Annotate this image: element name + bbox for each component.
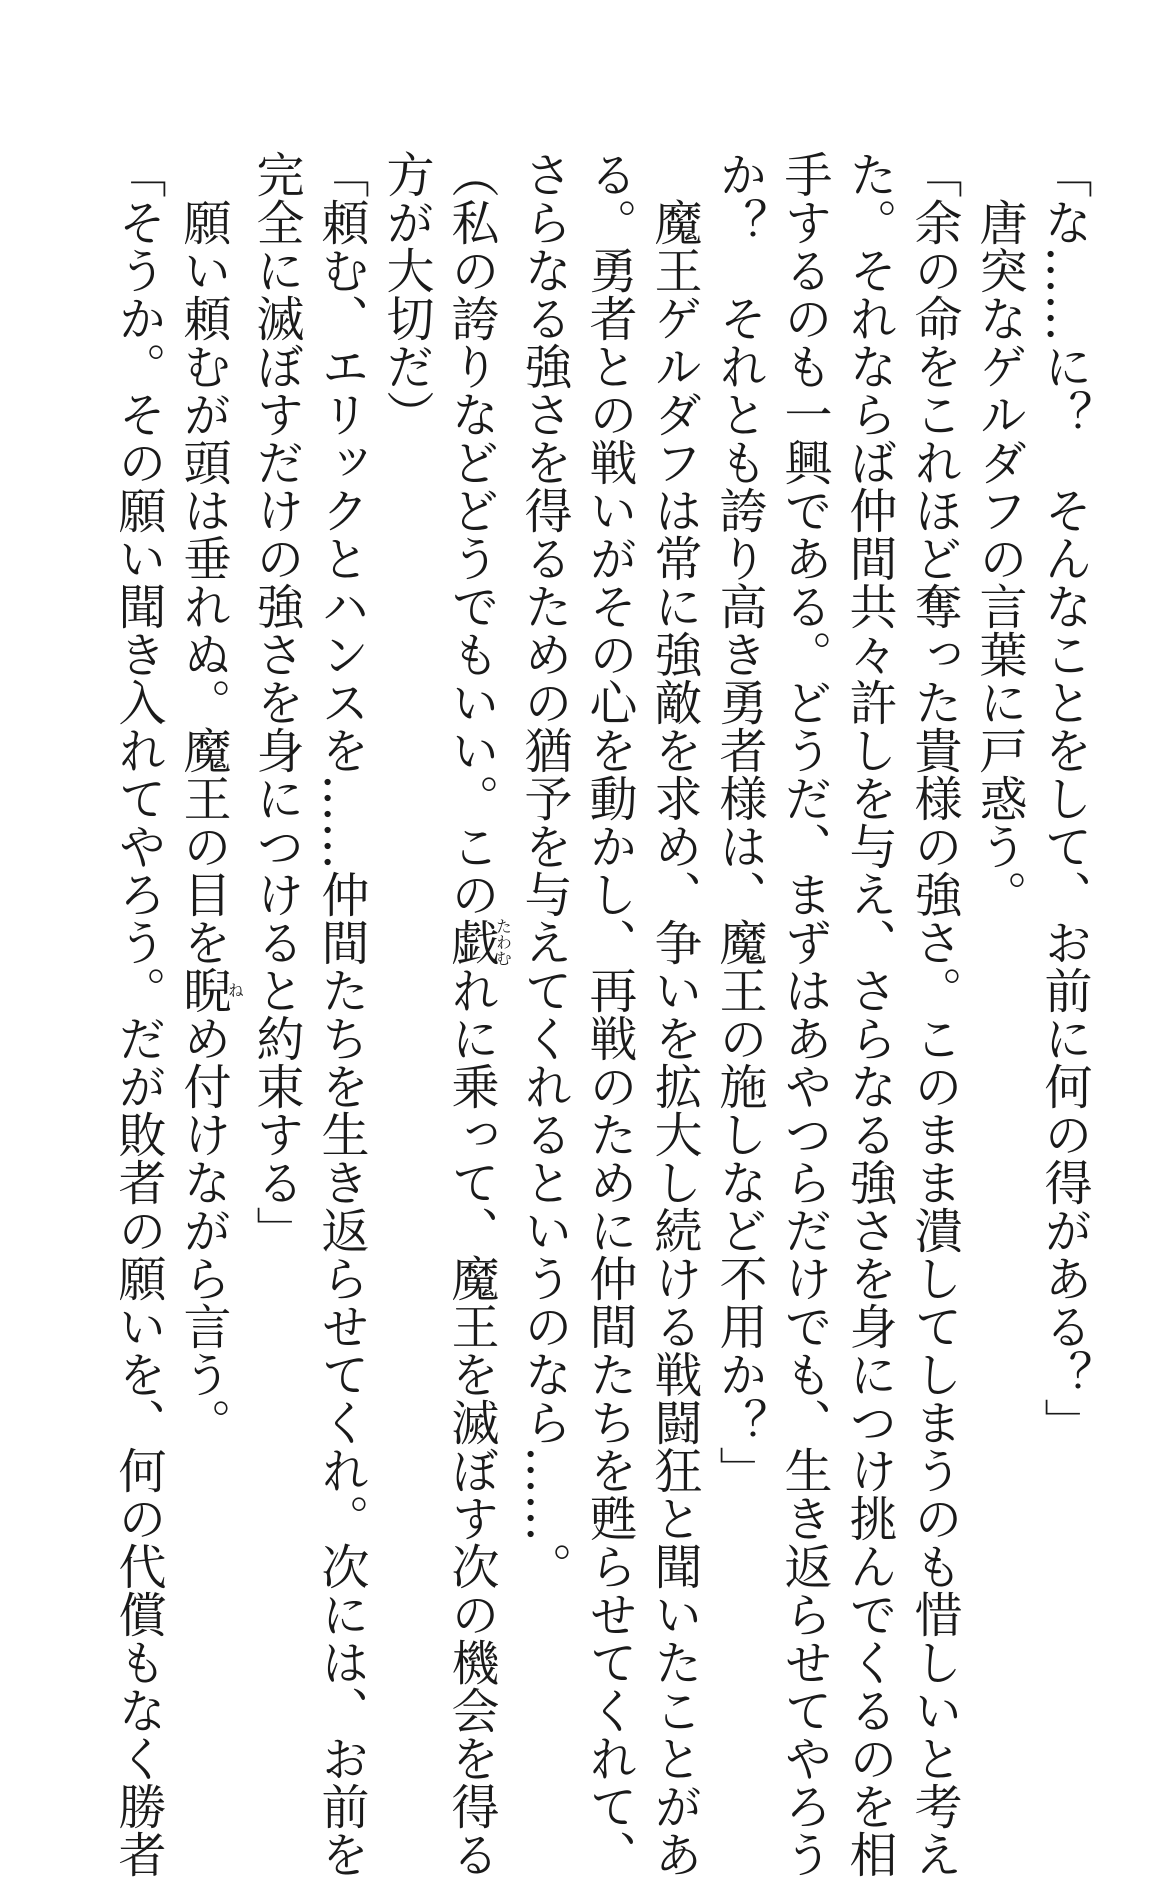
ruby-reading-ne: ね — [225, 966, 245, 1014]
text-line-14-tail: め付けながら言う。 — [175, 1014, 231, 1446]
text-line-10 — [438, 150, 513, 1878]
text-line-7: 魔王ゲルダフは常に強敵を求め、争いを拡大し続ける戦闘狂と聞いたことがあ — [646, 150, 702, 1878]
text-line-11: 方が大切だ） — [378, 150, 434, 438]
text-line-1: 「な……に？ そんなことをして、お前に何の得がある？」 — [1036, 150, 1092, 1446]
vertical-text-body — [105, 150, 1096, 1878]
text-line-14 — [170, 150, 243, 1590]
text-line-6: か？ それとも誇り高き勇者様は、魔王の施しなど不用か？」 — [711, 150, 767, 1494]
text-line-12: 「頼む、エリックとハンスを……仲間たちを生き返らせてくれ。次には、お前を — [313, 150, 369, 1878]
text-line-10-head: （私の誇りなどどうでもいい。この — [443, 150, 499, 918]
text-line-13: 完全に滅ぼすだけの強さを身につけると約束する」 — [248, 150, 304, 1254]
ruby-tawamu — [443, 918, 513, 966]
ruby-reading-tawamu: たわむ — [493, 918, 513, 966]
ruby-base-ne: 睨 — [175, 966, 231, 1014]
text-line-14-head: 願い頼むが頭は垂れぬ。魔王の目を — [175, 150, 231, 966]
text-line-4: た。それならば仲間共々許しを与え、さらなる強さを身につけ挑んでくるのを相 — [841, 150, 897, 1878]
text-line-8: る。勇者との戦いがその心を動かし、再戦のために仲間たちを甦らせてくれて、 — [581, 150, 637, 1878]
text-line-15: 「そうか。その願い聞き入れてやろう。だが敗者の願いを、何の代償もなく勝者 — [110, 150, 166, 1878]
text-line-3: 「余の命をこれほど奪った貴様の強さ。このまま潰してしまうのも惜しいと考え — [906, 150, 962, 1878]
ruby-ne — [175, 966, 245, 1014]
text-line-9: さらなる強さを得るための猶予を与えてくれるというのなら……。 — [516, 150, 572, 1590]
ruby-base-tawamu: 戯 — [443, 918, 499, 966]
text-line-10-tail: れに乗って、魔王を滅ぼす次の機会を得る — [443, 966, 499, 1878]
text-line-2: 唐突なゲルダフの言葉に戸惑う。 — [971, 150, 1027, 918]
text-line-5: 手するのも一興である。どうだ、まずはあやつらだけでも、生き返らせてやろう — [776, 150, 832, 1878]
